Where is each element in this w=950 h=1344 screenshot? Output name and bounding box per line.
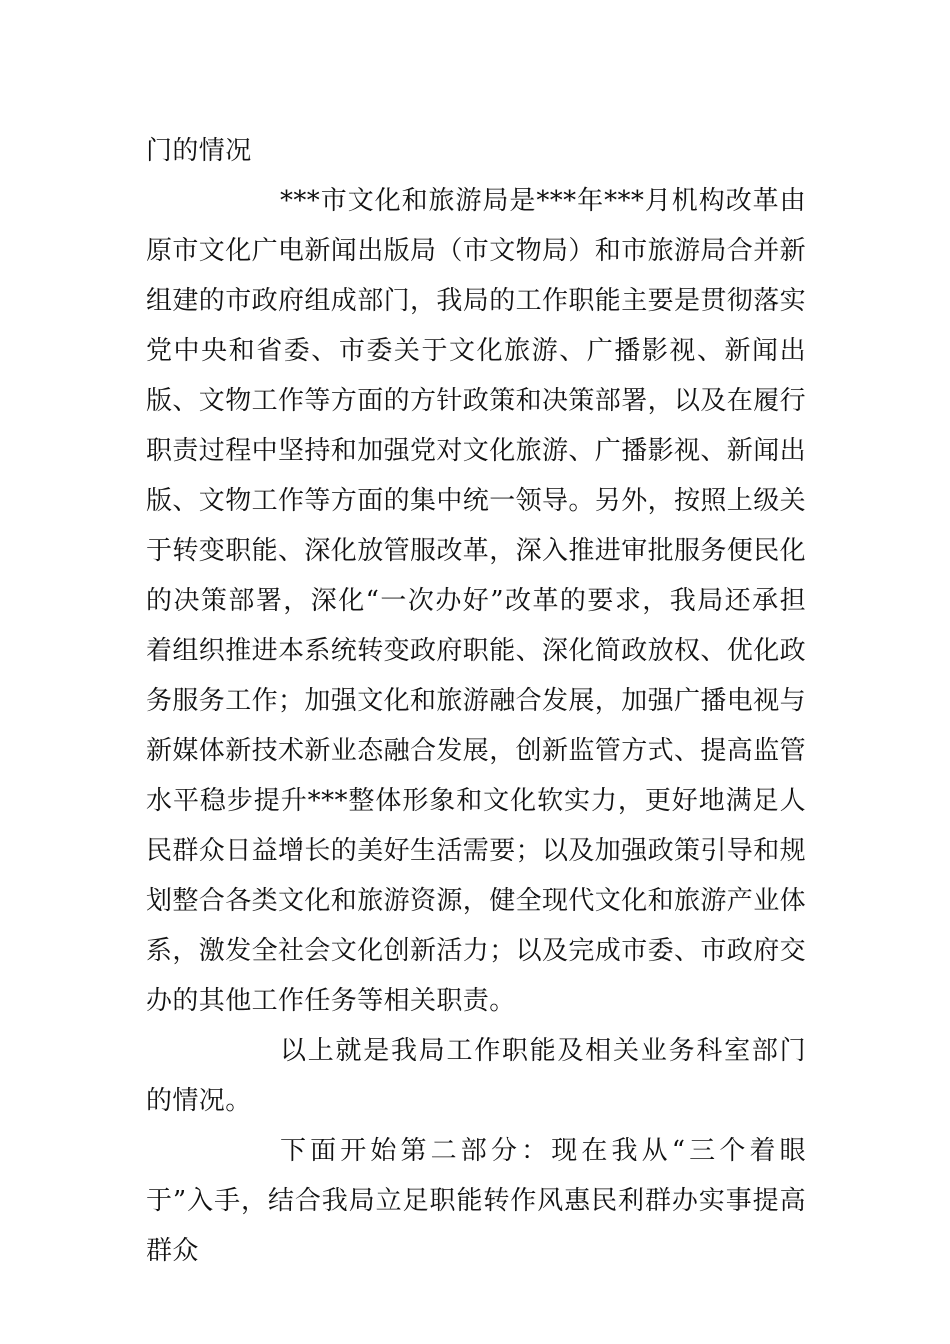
paragraph-bureau-functions: ***市文化和旅游局是***年***月机构改革由原市文化广电新闻出版局（市文物局）和市旅游局合并新组建的市政府组成部门，我局的工作职能主要是贯彻落实党中央和省委、市委关于文化旅游、广播影视、新闻出版、文物工作等方面的方针政策和决策部署，以及在履行职责过程中坚持和加强党对文化旅游、广播影视、新闻出版、文物工作等方面的集中统一领导。另外，按照上级关于转变职能、深化放管服改革，深入推进审批服务便民化的决策部署，深化“一次办好”改革的要求，我局还承担着组织推进本系统转变政府职能、深化简政放权、优化政务服务工作；加强文化和旅游融合发展，加强广播电视与新媒体新技术新业态融合发展，创新监管方式、提高监管水平稳步提升***整体形象和文化软实力，更好地满足人民群众日益增长的美好生活需要；以及加强政策引导和规划整合各类文化和旅游资源，健全现代文化和旅游产业体系，激发全社会文化创新活力；以及完成市委、市政府交办的其他工作任务等相关职责。: [146, 186, 807, 1016]
paragraph-continuation: 门的情况: [146, 136, 252, 166]
document-body: [146, 126, 806, 1276]
paragraph-part-two-intro: 下面开始第二部分：现在我从“三个着眼于”入手，结合我局立足职能转作风惠民利群办实事提高群众: [146, 1136, 806, 1266]
paragraph-summary: 以上就是我局工作职能及相关业务科室部门的情况。: [146, 1036, 806, 1116]
